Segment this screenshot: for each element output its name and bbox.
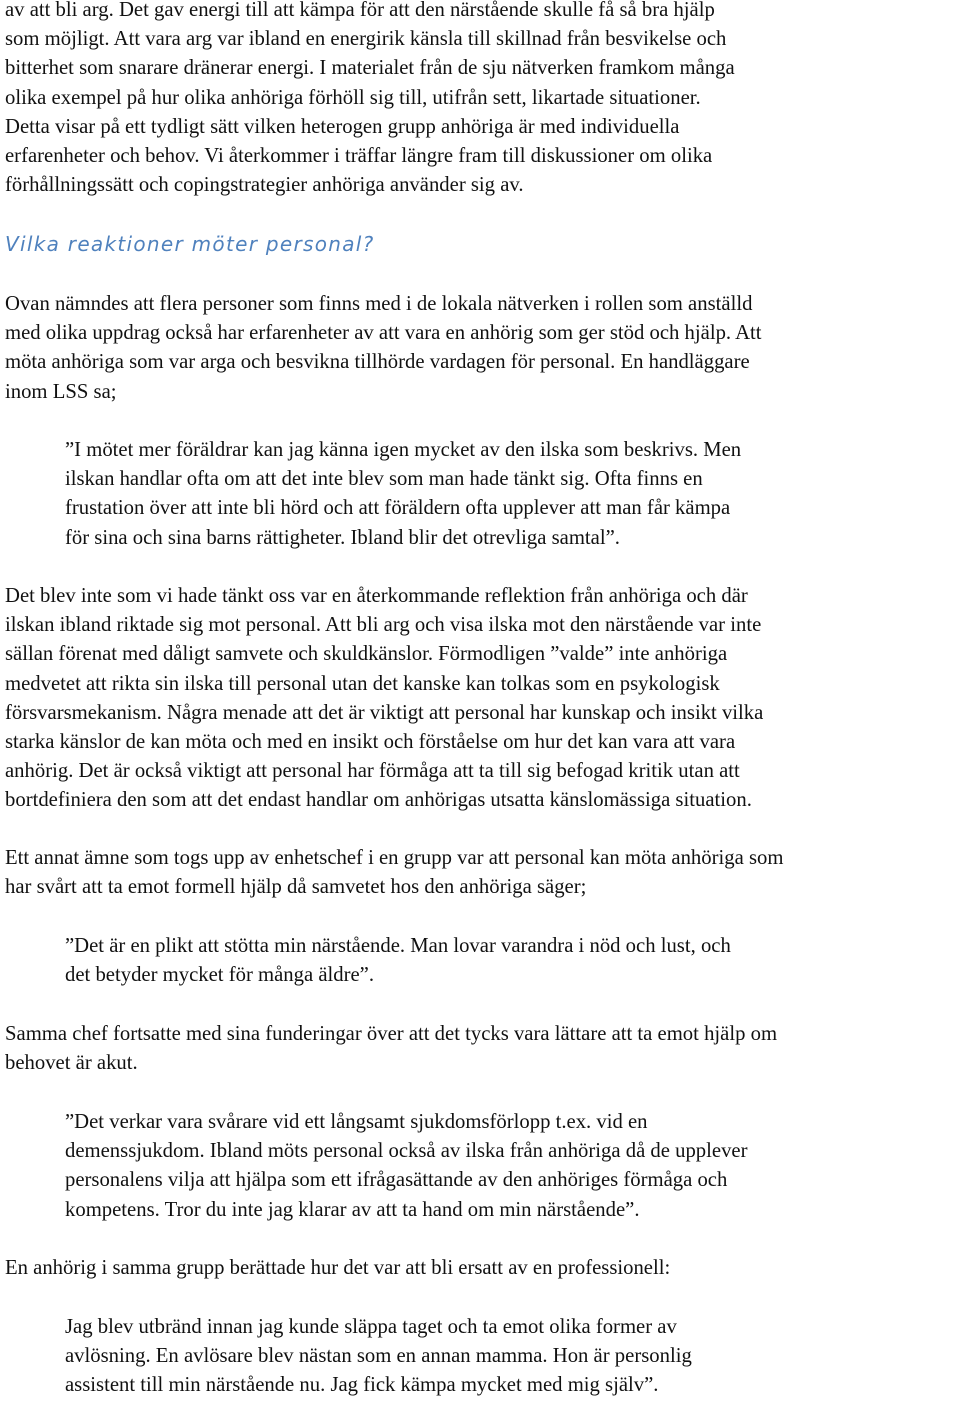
text-line: bortdefiniera den som att det endast handlar om anhörigas utsatta känslomässiga situation. — [5, 789, 752, 812]
paragraph — [5, 582, 763, 816]
text-line: erfarenheter och behov. Vi återkommer i träffar längre fram till diskussioner om olika — [5, 145, 713, 168]
text-line: olika exempel på hur olika anhöriga förhöll sig till, utifrån sett, likartade situationer. — [5, 86, 701, 109]
paragraph — [5, 290, 762, 407]
text-line: Ovan nämndes att flera personer som finns med i de lokala nätverken i rollen som anställd — [5, 293, 753, 315]
text-line: Det blev inte som vi hade tänkt oss var en återkommande reflektion från anhöriga och där — [5, 585, 748, 607]
paragraph — [5, 0, 735, 200]
paragraph — [5, 844, 783, 902]
quote-line: personalens vilja att hjälpa som ett ifrågasättande av den anhöriges förmåga och — [65, 1169, 728, 1192]
blockquote — [65, 932, 731, 990]
quote-line: det betyder mycket för många äldre”. — [65, 964, 375, 987]
quote-line: kompetens. Tror du inte jag klarar av att ta hand om min närstående”. — [65, 1198, 640, 1221]
text-line: Detta visar på ett tydligt sätt vilken heterogen grupp anhöriga är med individuella — [5, 115, 680, 138]
text-line: Samma chef fortsatte med sina funderingar över att det tycks vara lättare att ta emot hjälp om — [5, 1023, 778, 1045]
blockquote — [65, 1108, 748, 1225]
quote-line: ilskan handlar ofta om att det inte blev som man hade tänkt sig. Ofta finns en — [65, 468, 703, 491]
paragraph — [5, 1020, 777, 1078]
quote-line: ”I mötet mer föräldrar kan jag känna igen mycket av den ilska som beskrivs. Men — [65, 439, 742, 461]
quote-line: för sina och sina barns rättigheter. Ibland blir det otrevliga samtal”. — [65, 526, 620, 549]
quote-line: Jag blev utbränd innan jag kunde släppa taget och ta emot olika former av — [65, 1316, 677, 1338]
text-line: har svårt att ta emot formell hjälp då samvetet hos den anhöriga säger; — [5, 876, 587, 899]
paragraph — [5, 1254, 670, 1283]
text-line: med olika uppdrag också har erfarenheter av att vara en anhörig som ger stöd och hjälp. Att — [5, 322, 762, 345]
text-line: försvarsmekanism. Några menade att det är viktigt att personal har kunskap och insikt vilka — [5, 701, 764, 724]
text-line: inom LSS sa; — [5, 380, 117, 403]
text-line: ilskan ibland riktade sig mot personal. Att bli arg och visa ilska mot den närstående var inte — [5, 614, 762, 637]
section-heading: Vilka reaktioner möter personal? — [5, 232, 375, 256]
quote-line: assistent till min närstående nu. Jag fick kämpa mycket med mig själv”. — [65, 1374, 659, 1397]
quote-line: ”Det verkar vara svårare vid ett långsamt sjukdomsförlopp t.ex. vid en — [65, 1111, 648, 1133]
text-line: av att bli arg. Det gav energi till att kämpa för att den närstående skulle få så bra hjälp — [5, 0, 715, 21]
quote-line: ”Det är en plikt att stötta min närstående. Man lovar varandra i nöd och lust, och — [65, 935, 731, 957]
quote-line: demenssjukdom. Ibland möts personal också av ilska från anhöriga då de upplever — [65, 1140, 748, 1163]
text-line: sällan förenat med dåligt samvete och skuldkänslor. Förmodligen ”valde” inte anhöriga — [5, 643, 728, 666]
text-line: En anhörig i samma grupp berättade hur det var att bli ersatt av en professionell: — [5, 1257, 671, 1279]
text-line: förhållningssätt och copingstrategier anhöriga använder sig av. — [5, 174, 524, 197]
text-line: behovet är akut. — [5, 1052, 138, 1075]
blockquote — [65, 436, 741, 553]
quote-line: frustation över att inte bli hörd och att föräldern ofta upplever att man får kämpa — [65, 497, 731, 520]
text-line: anhörig. Det är också viktigt att personal har förmåga att ta till sig befogad kritik utan att — [5, 760, 740, 783]
text-line: som möjligt. Att vara arg var ibland en energirik känsla till skillnad från besvikelse och — [5, 28, 727, 51]
text-line: Ett annat ämne som togs upp av enhetschef i en grupp var att personal kan möta anhöriga som — [5, 847, 784, 869]
text-line: möta anhöriga som var arga och besvikna tillhörde vardagen för personal. En handläggare — [5, 351, 750, 374]
text-line: starka känslor de kan möta och med en insikt och förståelse om hur det kan vara att vara — [5, 731, 736, 754]
blockquote — [65, 1313, 692, 1401]
quote-line: avlösning. En avlösare blev nästan som en annan mamma. Hon är personlig — [65, 1345, 692, 1368]
text-line: bitterhet som snarare dränerar energi. I materialet från de sju nätverken framkom många — [5, 57, 735, 80]
text-line: medvetet att rikta sin ilska till personal utan det kanske kan tolkas som en psykologisk — [5, 672, 720, 695]
